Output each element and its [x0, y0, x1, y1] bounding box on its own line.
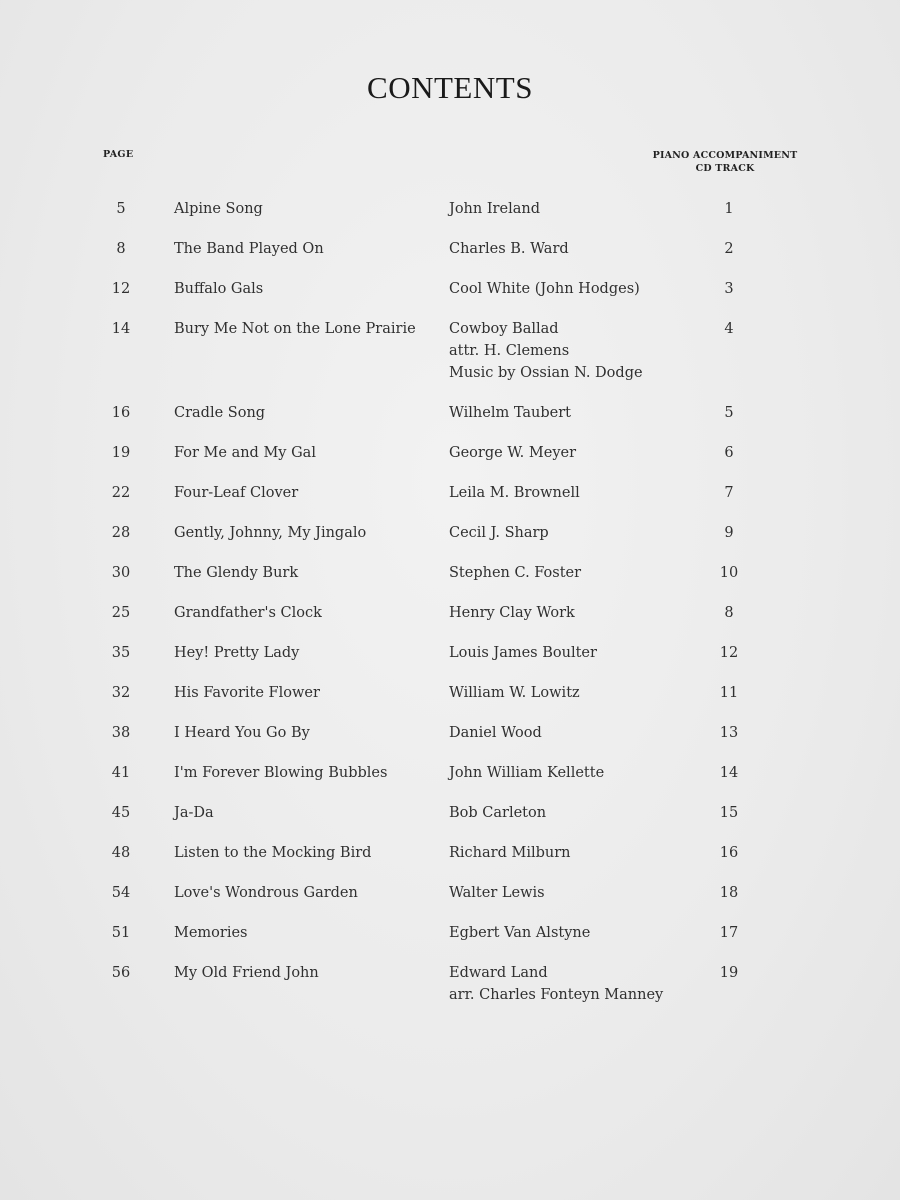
cd-track-number: 10: [719, 565, 739, 581]
composer-line: Edward Land: [449, 965, 548, 981]
composer: [449, 562, 689, 584]
composer-line: Wilhelm Taubert: [449, 405, 571, 421]
cd-track-number: 6: [724, 445, 734, 461]
composer-line: Cowboy Ballad: [449, 321, 559, 337]
page-number: 51: [111, 925, 131, 941]
composer-line: Music by Ossian N. Dodge: [449, 365, 643, 381]
composer: [449, 842, 689, 864]
page-column-header: PAGE: [103, 149, 134, 160]
composer: [449, 722, 689, 744]
track-header-line-1: PIANO ACCOMPANIMENT: [652, 150, 798, 161]
track-header-line-2: CD TRACK: [695, 163, 755, 174]
song-title: Four-Leaf Clover: [174, 485, 299, 501]
contents-list: [0, 198, 900, 1024]
song-title: Hey! Pretty Lady: [174, 645, 300, 661]
composer: [449, 402, 689, 424]
contents-row: [0, 198, 900, 238]
contents-row: [0, 842, 900, 882]
page-number: 38: [111, 725, 131, 741]
composer-line: Charles B. Ward: [449, 241, 569, 257]
contents-row: [0, 882, 900, 922]
song-title: The Glendy Burk: [174, 565, 299, 581]
cd-track-number: 14: [719, 765, 739, 781]
song-title: Cradle Song: [174, 405, 266, 421]
track-column-header: [640, 149, 810, 175]
page-number: 22: [111, 485, 131, 501]
cd-track-number: 3: [724, 281, 734, 297]
song-title: Buffalo Gals: [174, 281, 264, 297]
cd-track-number: 1: [724, 201, 734, 217]
composer-line: Egbert Van Alstyne: [449, 925, 591, 941]
song-title: Love's Wondrous Garden: [174, 885, 358, 901]
contents-row: [0, 922, 900, 962]
cd-track-number: 12: [719, 645, 739, 661]
page-number: 16: [111, 405, 131, 421]
composer: [449, 482, 689, 504]
composer: [449, 882, 689, 904]
contents-row: [0, 562, 900, 602]
page-number: 54: [111, 885, 131, 901]
page-number: 5: [116, 201, 126, 217]
composer-line: arr. Charles Fonteyn Manney: [449, 987, 664, 1003]
composer: [449, 922, 689, 944]
composer: [449, 442, 689, 464]
composer-line: Leila M. Brownell: [449, 485, 580, 501]
song-title: For Me and My Gal: [174, 445, 316, 461]
composer-line: Walter Lewis: [449, 885, 545, 901]
page-number: 14: [111, 321, 131, 337]
composer: [449, 642, 689, 664]
composer-line: William W. Lowitz: [449, 685, 580, 701]
song-title: Listen to the Mocking Bird: [174, 845, 372, 861]
composer-line: Cool White (John Hodges): [449, 281, 640, 297]
cd-track-number: 4: [724, 321, 734, 337]
song-title: Memories: [174, 925, 248, 941]
contents-row: [0, 238, 900, 278]
song-title: Gently, Johnny, My Jingalo: [174, 525, 367, 541]
page-number: 41: [111, 765, 131, 781]
contents-row: [0, 682, 900, 722]
composer: [449, 802, 689, 824]
composer-line: Louis James Boulter: [449, 645, 597, 661]
composer: [449, 522, 689, 544]
contents-row: [0, 278, 900, 318]
cd-track-number: 16: [719, 845, 739, 861]
composer-line: John Ireland: [449, 201, 540, 217]
song-title: The Band Played On: [174, 241, 324, 257]
cd-track-number: 19: [719, 965, 739, 981]
song-title: Ja-Da: [174, 805, 214, 821]
composer-line: Bob Carleton: [449, 805, 547, 821]
page-title: CONTENTS: [367, 70, 533, 105]
page-number: 35: [111, 645, 131, 661]
composer: [449, 198, 689, 220]
contents-row: [0, 482, 900, 522]
contents-row: [0, 962, 900, 1024]
cd-track-number: 7: [724, 485, 734, 501]
composer-line: attr. H. Clemens: [449, 343, 570, 359]
page-number: 19: [111, 445, 131, 461]
composer: [449, 682, 689, 704]
page-number: 56: [111, 965, 131, 981]
page-number: 12: [111, 281, 131, 297]
cd-track-number: 2: [724, 241, 734, 257]
composer-line: Richard Milburn: [449, 845, 571, 861]
contents-row: [0, 522, 900, 562]
composer: [449, 602, 689, 624]
cd-track-number: 5: [724, 405, 734, 421]
composer: [449, 278, 689, 300]
composer: [449, 318, 689, 384]
composer-line: Stephen C. Foster: [449, 565, 582, 581]
contents-row: [0, 402, 900, 442]
composer: [449, 962, 689, 1006]
cd-track-number: 9: [724, 525, 734, 541]
contents-row: [0, 762, 900, 802]
composer-line: Cecil J. Sharp: [449, 525, 549, 541]
contents-row: [0, 442, 900, 482]
song-title: I Heard You Go By: [174, 725, 310, 741]
composer-line: Henry Clay Work: [449, 605, 575, 621]
cd-track-number: 13: [719, 725, 739, 741]
page-number: 25: [111, 605, 131, 621]
song-title: My Old Friend John: [174, 965, 319, 981]
song-title: Alpine Song: [174, 201, 263, 217]
page-number: 32: [111, 685, 131, 701]
page-number: 30: [111, 565, 131, 581]
composer-line: John William Kellette: [449, 765, 605, 781]
page-number: 48: [111, 845, 131, 861]
contents-row: [0, 642, 900, 682]
page-number: 8: [116, 241, 126, 257]
cd-track-number: 11: [719, 685, 739, 701]
composer: [449, 238, 689, 260]
cd-track-number: 8: [724, 605, 734, 621]
contents-row: [0, 318, 900, 402]
song-title: Bury Me Not on the Lone Prairie: [174, 321, 416, 337]
song-title: His Favorite Flower: [174, 685, 320, 701]
contents-row: [0, 802, 900, 842]
cd-track-number: 15: [719, 805, 739, 821]
composer-line: George W. Meyer: [449, 445, 577, 461]
page-number: 28: [111, 525, 131, 541]
contents-row: [0, 722, 900, 762]
composer-line: Daniel Wood: [449, 725, 542, 741]
song-title: I'm Forever Blowing Bubbles: [174, 765, 388, 781]
cd-track-number: 18: [719, 885, 739, 901]
composer: [449, 762, 689, 784]
page-number: 45: [111, 805, 131, 821]
cd-track-number: 17: [719, 925, 739, 941]
contents-row: [0, 602, 900, 642]
song-title: Grandfather's Clock: [174, 605, 322, 621]
